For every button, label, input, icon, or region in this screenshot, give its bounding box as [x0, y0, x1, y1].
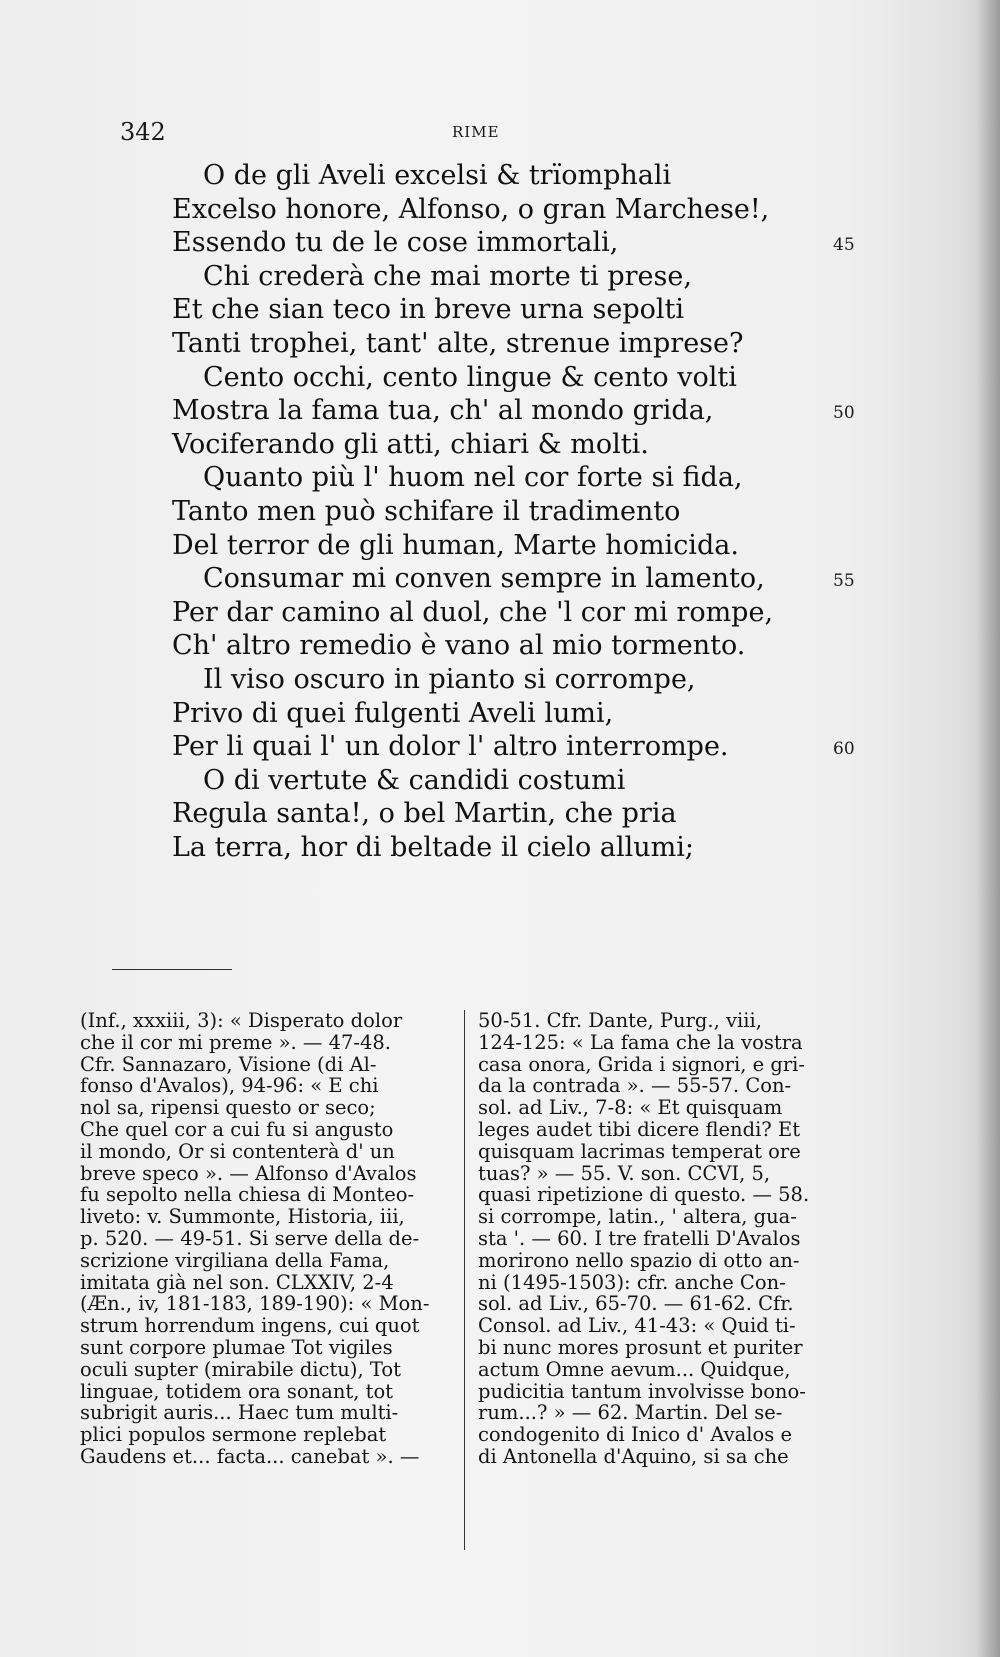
- verse-number: 55: [833, 571, 855, 592]
- verse-line: Tanti trophei, tant' alte, strenue imprese?: [172, 328, 744, 359]
- page-number: 342: [120, 118, 166, 146]
- footnote-line: quasi ripetizione di questo. — 58.: [478, 1183, 810, 1207]
- footnote-line: Consol. ad Liv., 41-43: « Quid ti-: [478, 1314, 796, 1338]
- footnote-rule: [112, 969, 232, 970]
- footnotes-right-column: [478, 1010, 854, 1468]
- verse-line: Il viso oscuro in pianto si corrompe,: [203, 664, 696, 695]
- column-divider: [464, 1010, 465, 1550]
- footnote-line: subrigit auris... Haec tum multi-: [80, 1401, 399, 1425]
- footnote-line: pudicitia tantum involvisse bono-: [478, 1379, 806, 1403]
- footnote-line: sta '. — 60. I tre fratelli D'Avalos: [478, 1226, 801, 1250]
- footnote-line: quisquam lacrimas temperat ore: [478, 1139, 801, 1163]
- footnote-line: (Æn., iv, 181-183, 189-190): « Mon-: [80, 1292, 430, 1316]
- verse-line: Ch' altro remedio è vano al mio tormento.: [172, 630, 746, 662]
- footnote-line: il mondo, Or si contenterà d' un: [80, 1139, 395, 1163]
- footnote-line: plici populos sermone replebat: [80, 1423, 387, 1447]
- verse-line: Et che sian teco in breve urna sepolti: [172, 294, 685, 326]
- verse-line: Essendo tu de le cose immortali,: [172, 227, 619, 259]
- verse-line: Excelso honore, Alfonso, o gran Marchese!,: [172, 193, 770, 225]
- footnote-line: Che quel cor a cui fu si angusto: [80, 1117, 394, 1141]
- footnote-line: 124-125: « La fama che la vostra: [478, 1030, 803, 1054]
- verse-number: 60: [833, 739, 855, 760]
- footnote-line: breve speco ». — Alfonso d'Avalos: [80, 1161, 417, 1185]
- footnote-line: morirono nello spazio di otto an-: [478, 1248, 800, 1272]
- footnote-line: da la contrada ». — 55-57. Con-: [478, 1074, 792, 1098]
- footnote-line: Cfr. Sannazaro, Visione (di Al-: [80, 1052, 377, 1076]
- footnote-line: si corrompe, latin., ' altera, gua-: [478, 1205, 797, 1229]
- footnote-line: p. 520. — 49-51. Si serve della de-: [80, 1226, 420, 1250]
- footnote-line: oculi supter (mirabile dictu), Tot: [80, 1357, 401, 1381]
- footnote-line: di Antonella d'Aquino, si sa che: [478, 1444, 789, 1468]
- verse-number: 45: [833, 235, 855, 256]
- footnote-line: che il cor mi preme ». — 47-48.: [80, 1030, 392, 1054]
- verse-line: Chi crederà che mai morte ti prese,: [203, 260, 692, 292]
- footnote-line: rum...? » — 62. Martin. Del se-: [478, 1401, 783, 1425]
- verse-line: Cento occhi, cento lingue & cento volti: [203, 361, 737, 393]
- verse-line: O de gli Aveli excelsi & trïomphali: [203, 160, 672, 191]
- footnote-line: fonso d'Avalos), 94-96: « E chi: [80, 1074, 379, 1098]
- verse-line: O di vertute & candidi costumi: [203, 764, 626, 796]
- verse-line: La terra, hor di beltade il cielo allumi;: [172, 832, 694, 863]
- footnotes-left-column: [80, 1010, 455, 1468]
- footnote-line: fu sepolto nella chiesa di Monteo-: [80, 1183, 415, 1207]
- page-edge: [976, 0, 1000, 1657]
- verse-line: Del terror de gli human, Marte homicida.: [172, 529, 739, 561]
- footnote-line: leges audet tibi dicere flendi? Et: [478, 1117, 801, 1141]
- footnote-line: sunt corpore plumae Tot vigiles: [80, 1335, 393, 1359]
- footnote-line: liveto: v. Summonte, Historia, iii,: [80, 1205, 405, 1229]
- verse-line: Quanto più l' huom nel cor forte si fida,: [203, 462, 743, 494]
- footnote-line: ni (1495-1503): cfr. anche Con-: [478, 1270, 786, 1294]
- verse-number: 50: [833, 403, 855, 424]
- verse-line: Regula santa!, o bel Martin, che pria: [172, 798, 677, 830]
- footnote-line: tuas? » — 55. V. son. CCVI, 5,: [478, 1161, 771, 1185]
- footnote-line: nol sa, ripensi questo or seco;: [80, 1096, 376, 1120]
- page-header: [0, 118, 1000, 148]
- verse-line: Vociferando gli atti, chiari & molti.: [172, 428, 649, 460]
- footnote-line: Gaudens et... facta... canebat ». —: [80, 1444, 420, 1468]
- verse-line: Per dar camino al duol, che 'l cor mi rompe,: [172, 596, 774, 628]
- verse-line: Tanto men può schifare il tradimento: [172, 496, 681, 527]
- footnote-line: actum Omne aevum... Quidque,: [478, 1357, 791, 1381]
- footnote-line: imitata già nel son. CLXXIV, 2-4: [80, 1270, 394, 1294]
- footnote-line: sol. ad Liv., 65-70. — 61-62. Cfr.: [478, 1292, 794, 1316]
- verse-line: Per li quai l' un dolor l' altro interrompe.: [172, 731, 729, 763]
- footnote-line: casa onora, Grida i signori, e gri-: [478, 1052, 805, 1076]
- footnote-line: scrizione virgiliana della Fama,: [80, 1248, 390, 1272]
- verse-line: Mostra la fama tua, ch' al mondo grida,: [172, 395, 714, 427]
- verse-line: Privo di quei fulgenti Aveli lumi,: [172, 697, 614, 729]
- footnote-line: sol. ad Liv., 7-8: « Et quisquam: [478, 1096, 783, 1120]
- footnote-line: (Inf., xxxiii, 3): « Disperato dolor: [80, 1009, 403, 1032]
- footnote-line: condogenito di Inico d' Avalos e: [478, 1423, 793, 1447]
- footnote-line: bi nunc mores prosunt et puriter: [478, 1335, 803, 1359]
- footnote-line: strum horrendum ingens, cui quot: [80, 1314, 420, 1338]
- running-head: RIME: [452, 123, 500, 141]
- footnote-line: linguae, totidem ora sonant, tot: [80, 1379, 394, 1403]
- footnote-line: 50-51. Cfr. Dante, Purg., viii,: [478, 1009, 762, 1032]
- verse-line: Consumar mi conven sempre in lamento,: [203, 563, 765, 595]
